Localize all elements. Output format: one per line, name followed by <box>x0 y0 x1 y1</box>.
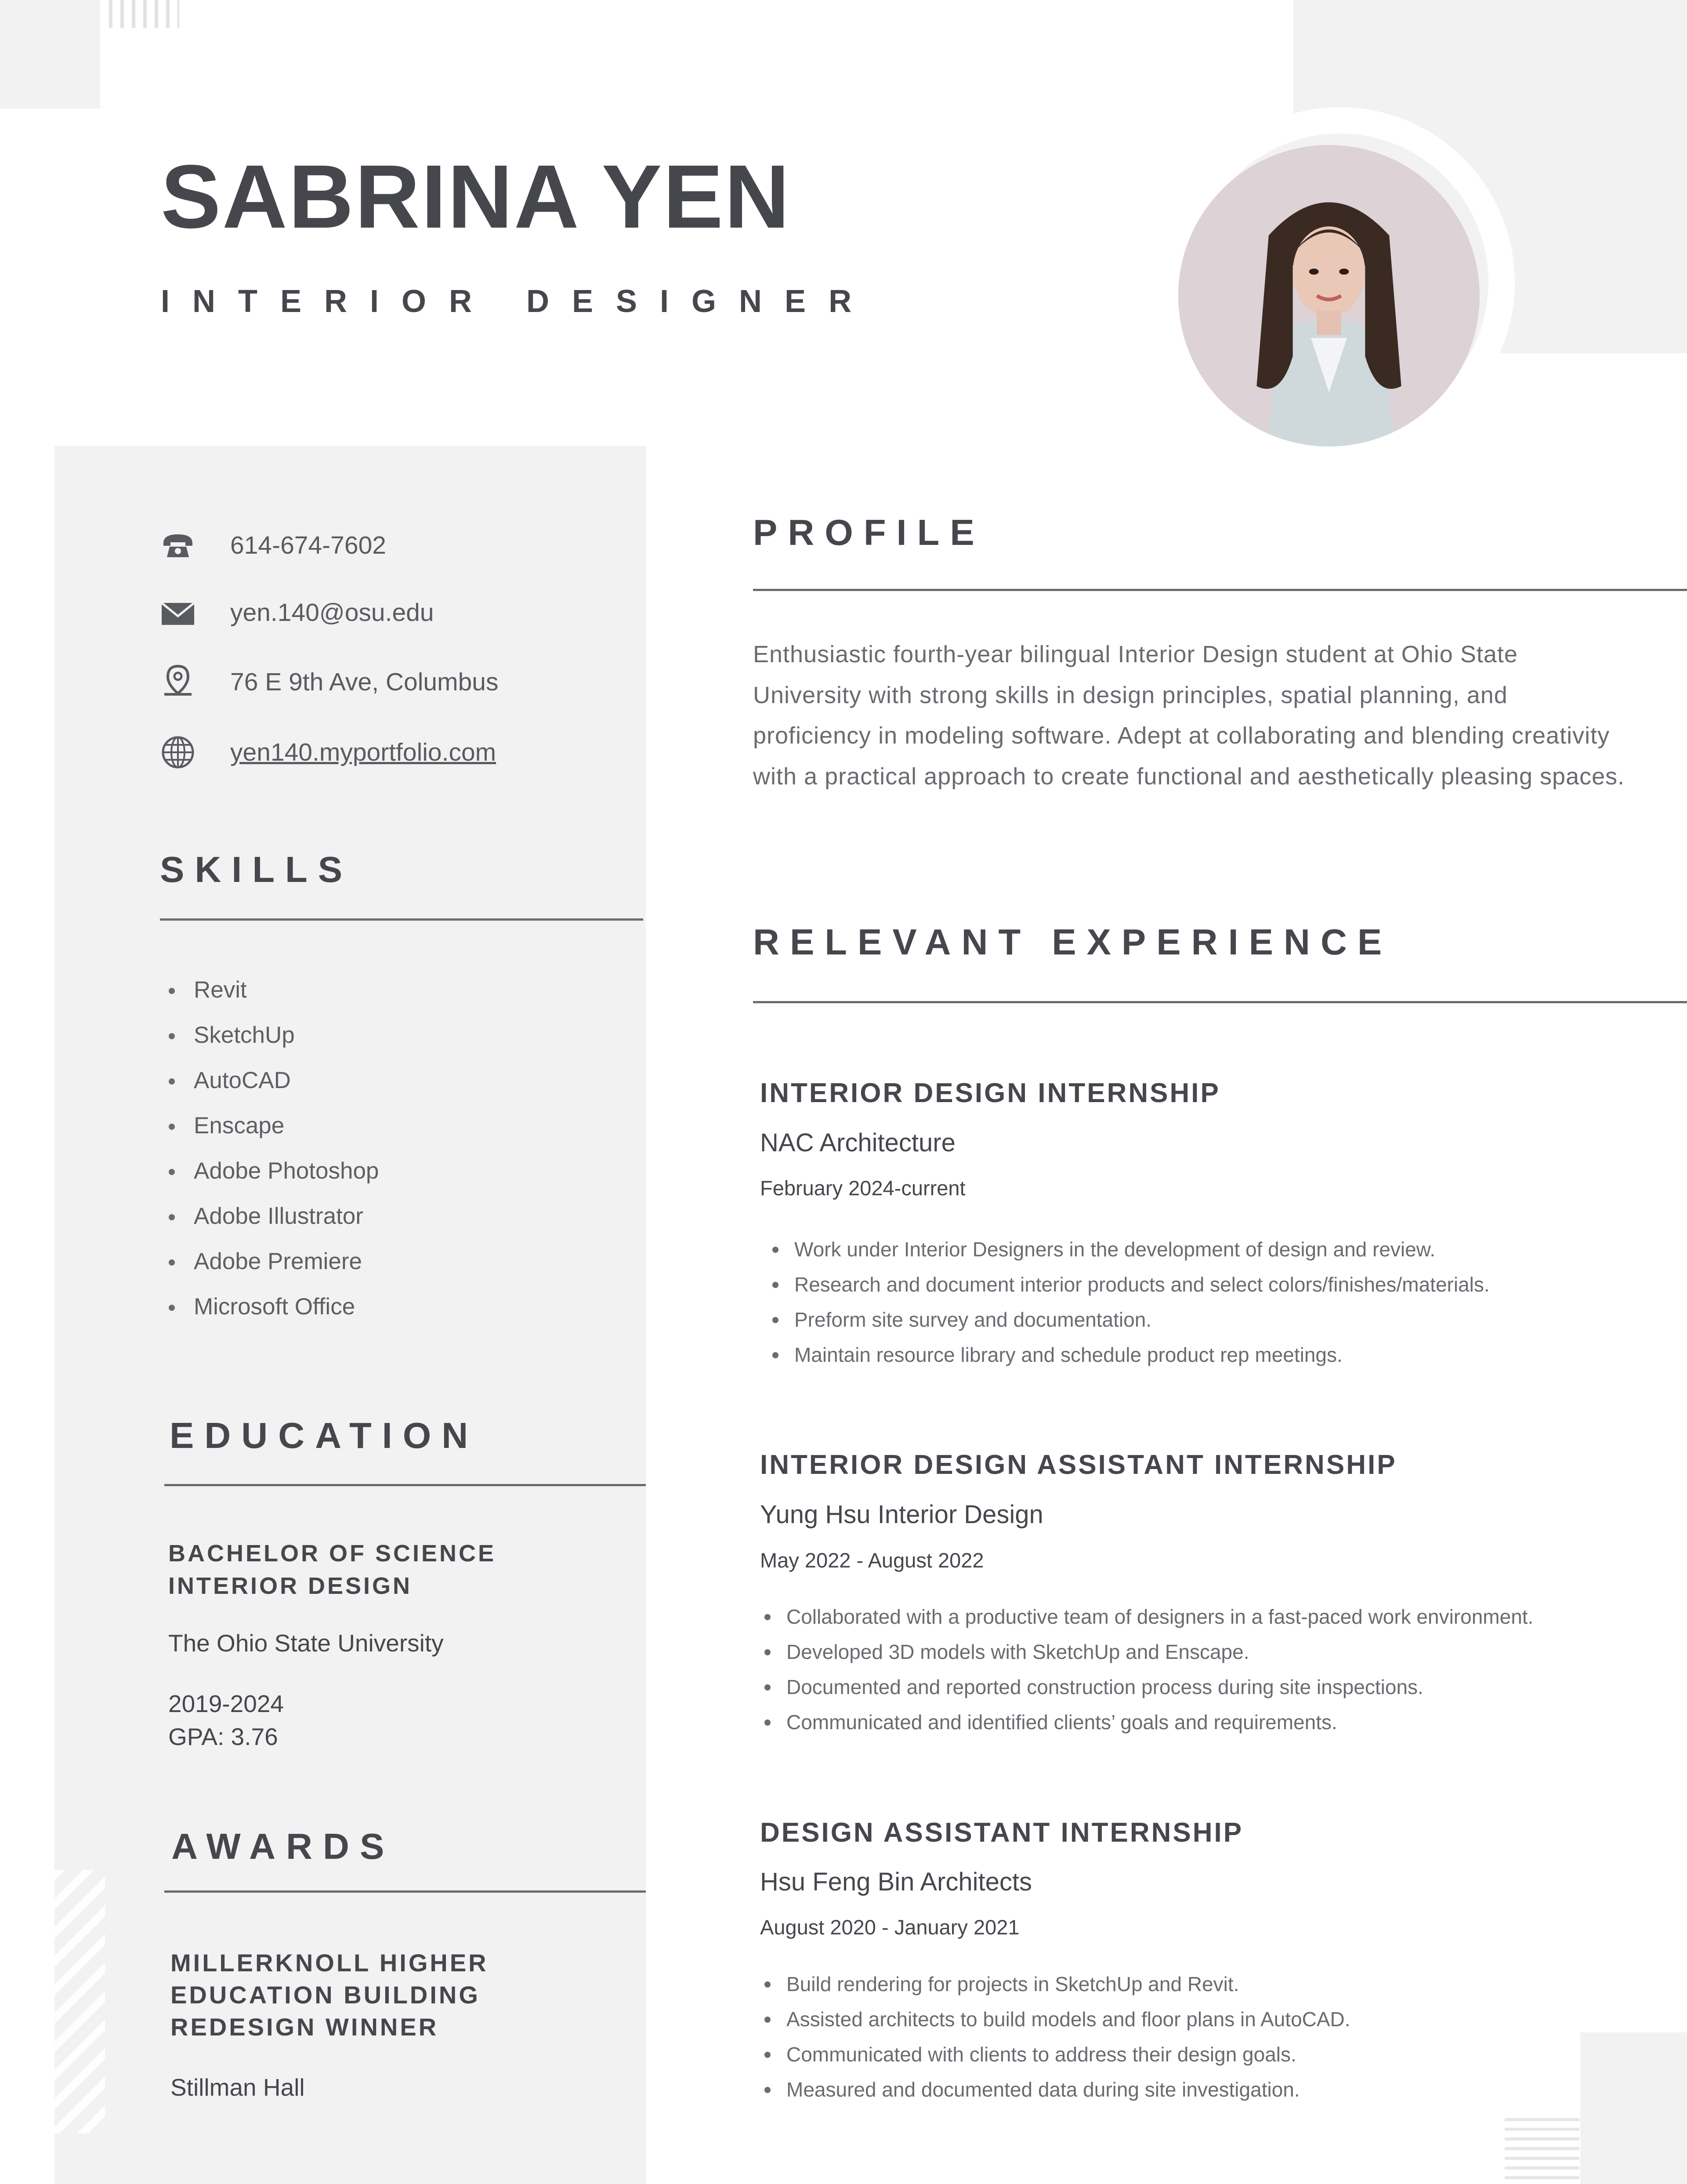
job-duty-item: Collaborated with a productive team of designers in a fast-paced work environment. <box>760 1607 1533 1642</box>
decorative-block-bottom-right <box>1580 2032 1687 2184</box>
profile-summary: Enthusiastic fourth-year bilingual Interior Design student at Ohio State University with strong skills in design principles, spatial planning, and proficiency in modeling software. Adept at collaborating and blending creativity with a practical approach to create functional and aesthetically pleasing spaces. <box>753 641 1625 790</box>
job-company: NAC Architecture <box>760 1128 956 1157</box>
skills-divider <box>160 918 643 921</box>
job-duty-item: Documented and reported construction process during site inspections. <box>760 1677 1533 1712</box>
awards-heading: AWARDS <box>171 1826 395 1867</box>
envelope-icon <box>158 594 198 634</box>
education-years: 2019-2024 <box>168 1690 284 1717</box>
skill-item: Adobe Photoshop <box>161 1159 379 1204</box>
decorative-diagonal-stripes <box>54 1870 105 2133</box>
job-duties-list <box>760 1974 1350 2115</box>
job-duty-item: Assisted architects to build models and floor plans in AutoCAD. <box>760 2009 1350 2044</box>
job-duty-item: Build rendering for projects in SketchUp and Revit. <box>760 1974 1350 2009</box>
decorative-block-top-left <box>0 0 100 109</box>
location-pin-icon <box>158 662 198 701</box>
job-duty-item: Measured and documented data during site investigation. <box>760 2079 1350 2115</box>
job-duty-item: Work under Interior Designers in the development of design and review. <box>760 1239 1490 1274</box>
skill-item: SketchUp <box>161 1023 379 1069</box>
job-dates: February 2024-current <box>760 1176 966 1200</box>
education-details <box>168 1687 284 1753</box>
experience-heading: RELEVANT EXPERIENCE <box>753 921 1393 962</box>
education-school: The Ohio State University <box>168 1629 444 1657</box>
skills-list <box>161 978 379 1340</box>
award-title-line: EDUCATION BUILDING <box>170 1981 480 2009</box>
education-gpa: GPA: 3.76 <box>168 1723 278 1750</box>
decorative-stripes-bottom <box>1505 2118 1579 2184</box>
job-duty-item: Research and document interior products and select colors/finishes/materials. <box>760 1274 1490 1310</box>
skill-item: Adobe Premiere <box>161 1250 379 1295</box>
education-degree-line: BACHELOR OF SCIENCE <box>168 1540 496 1567</box>
award-title-line: REDESIGN WINNER <box>170 2013 439 2041</box>
job-title: INTERIOR DESIGN INTERNSHIP <box>760 1078 1220 1108</box>
contact-phone: 614-674-7602 <box>230 531 386 559</box>
contact-email[interactable]: yen.140@osu.edu <box>230 599 434 627</box>
awards-divider <box>164 1890 646 1893</box>
job-duties-list <box>760 1607 1533 1747</box>
job-duties-list <box>760 1239 1490 1380</box>
decorative-stripes-top <box>109 0 179 28</box>
skill-item: Revit <box>161 978 379 1023</box>
candidate-name: SABRINA YEN <box>161 146 791 247</box>
profile-heading: PROFILE <box>753 512 985 553</box>
job-duty-item: Developed 3D models with SketchUp and Enscape. <box>760 1642 1533 1677</box>
education-divider <box>164 1484 646 1486</box>
education-degree-line: INTERIOR DESIGN <box>168 1573 413 1599</box>
job-dates: August 2020 - January 2021 <box>760 1916 1020 1939</box>
job-duty-item: Maintain resource library and schedule product rep meetings. <box>760 1345 1490 1380</box>
education-heading: EDUCATION <box>170 1415 479 1456</box>
education-degree <box>168 1537 496 1602</box>
job-title: DESIGN ASSISTANT INTERNSHIP <box>760 1818 1244 1848</box>
job-duty-item: Communicated with clients to address their design goals. <box>760 2044 1350 2079</box>
skill-item: Enscape <box>161 1114 379 1159</box>
award-title <box>170 1947 489 2043</box>
award-title-line: MILLERKNOLL HIGHER <box>170 1949 489 1977</box>
candidate-job-title: INTERIOR DESIGNER <box>161 284 875 319</box>
contact-website-link[interactable]: yen140.myportfolio.com <box>230 738 496 766</box>
skill-item: Adobe Illustrator <box>161 1204 379 1250</box>
job-company: Hsu Feng Bin Architects <box>760 1868 1032 1896</box>
job-duty-item: Communicated and identified clients’ goals and requirements. <box>760 1712 1533 1747</box>
skill-item: Microsoft Office <box>161 1295 379 1340</box>
experience-divider <box>753 1001 1687 1003</box>
award-location: Stillman Hall <box>170 2074 305 2101</box>
job-title: INTERIOR DESIGN ASSISTANT INTERNSHIP <box>760 1450 1397 1480</box>
contact-address: 76 E 9th Ave, Columbus <box>230 668 499 696</box>
phone-icon <box>158 526 198 565</box>
profile-photo <box>1178 145 1480 446</box>
job-duty-item: Preform site survey and documentation. <box>760 1310 1490 1345</box>
skill-item: AutoCAD <box>161 1069 379 1114</box>
globe-icon <box>158 733 198 772</box>
job-dates: May 2022 - August 2022 <box>760 1549 984 1572</box>
profile-divider <box>753 589 1687 591</box>
job-company: Yung Hsu Interior Design <box>760 1500 1043 1529</box>
skills-heading: SKILLS <box>160 849 353 890</box>
header-sheet <box>100 0 1293 132</box>
